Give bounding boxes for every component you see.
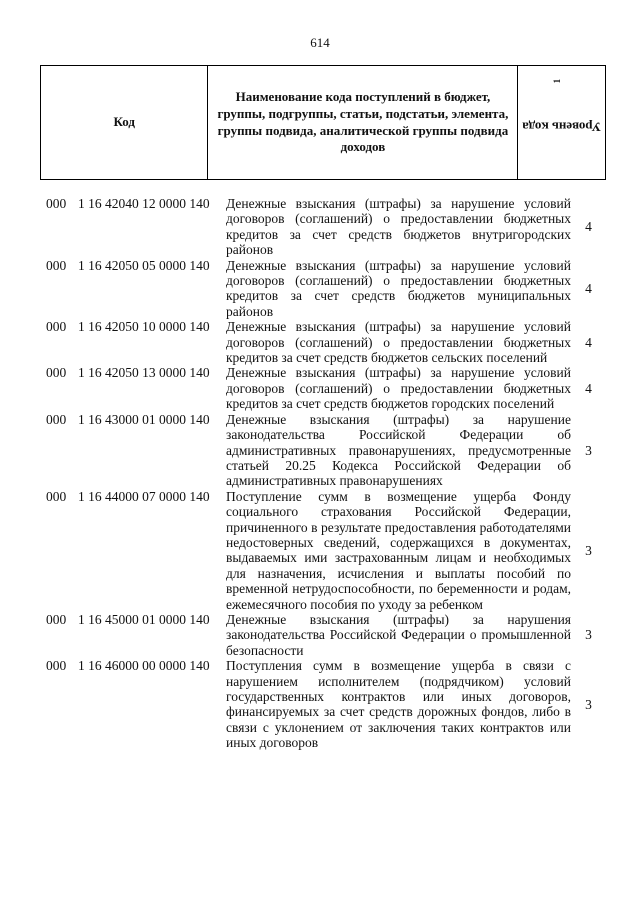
code-level: 4 [585, 280, 592, 296]
income-name: Денежные взыскания (штрафы) за нарушение законодательства Российской Федерации об административных правонарушениях, предусмотренные статьей 20.25 Кодекса Российской Федерации об административных правонарушениях [226, 411, 571, 489]
header-name: Наименование кода поступлений в бюджет, группы, подгруппы, статьи, подстатьи, элемента, группы подвида, аналитической группы подвида доходов [208, 66, 518, 179]
code-level: 3 [585, 696, 592, 712]
income-code: 1 16 43000 01 0000 140 [78, 411, 210, 427]
table-body [40, 196, 606, 751]
admin-code: 000 [46, 488, 67, 504]
table-row [40, 365, 606, 411]
table-header [40, 65, 606, 180]
admin-code: 000 [46, 365, 67, 381]
income-code: 1 16 46000 00 0000 140 [78, 658, 210, 674]
admin-code: 000 [46, 611, 67, 627]
table-row [40, 412, 606, 489]
income-code: 1 16 45000 01 0000 140 [78, 611, 210, 627]
table-row [40, 319, 606, 365]
income-name: Денежные взыскания (штрафы) за нарушение условий договоров (соглашений) о предоставлении бюджетных кредитов за счет средств бюджетов городских поселений [226, 365, 571, 412]
page-number: 614 [310, 35, 330, 50]
income-code: 1 16 42050 13 0000 140 [78, 365, 210, 381]
income-code: 1 16 44000 07 0000 140 [78, 488, 210, 504]
code-level: 4 [585, 380, 592, 396]
income-code: 1 16 42050 10 0000 140 [78, 319, 210, 335]
header-code: Код [41, 66, 208, 179]
income-name: Денежные взыскания (штрафы) за нарушение условий договоров (соглашений) о предоставлении бюджетных кредитов за счет средств бюджетов муниципальных районов [226, 257, 571, 319]
income-name: Денежные взыскания (штрафы) за нарушение условий договоров (соглашений) о предоставлении бюджетных кредитов за счет средств бюджетов сельских поселений [226, 319, 571, 366]
table-row [40, 658, 606, 750]
admin-code: 000 [46, 319, 67, 335]
header-level-footnote: 1 [552, 79, 563, 84]
admin-code: 000 [46, 411, 67, 427]
table-row [40, 489, 606, 612]
code-level: 4 [585, 219, 592, 235]
income-code: 1 16 42050 05 0000 140 [78, 257, 210, 273]
income-code: 1 16 42040 12 0000 140 [78, 196, 210, 211]
code-level: 3 [585, 442, 592, 458]
admin-code: 000 [46, 658, 67, 674]
header-level-label: Уровень кода [522, 119, 602, 135]
income-name: Поступление сумм в возмещение ущерба Фонду социального страхования Российской Федерации, причиненного в результате предоставления работодателями недостоверных сведений, содержащихся в документах, выдаваемых ими застрахованным лицам и необходимых для назначения, исчисления и выплаты пособий по временной нетрудоспособности, по беременности и родам, ежемесячного пособия по уходу за ребенком [226, 488, 571, 612]
income-name: Денежные взыскания (штрафы) за нарушение условий договоров (соглашений) о предоставлении бюджетных кредитов за счет средств бюджетов внутригородских районов [226, 196, 571, 258]
code-level: 3 [585, 542, 592, 558]
table-row [40, 258, 606, 320]
admin-code: 000 [46, 257, 67, 273]
table-row [40, 612, 606, 658]
income-name: Денежные взыскания (штрафы) за нарушения законодательства Российской Федерации о промышленной безопасности [226, 611, 571, 658]
code-level: 4 [585, 334, 592, 350]
code-level: 3 [585, 627, 592, 643]
income-name: Поступления сумм в возмещение ущерба в связи с нарушением исполнителем (подрядчиком) условий государственных контрактов или иных договоров, финансируемых за счет средств дорожных фондов, либо в связи с уклонением от заключения таких контрактов или иных договоров [226, 658, 571, 751]
admin-code: 000 [46, 196, 67, 211]
header-level [518, 66, 605, 179]
table-row [40, 196, 606, 258]
